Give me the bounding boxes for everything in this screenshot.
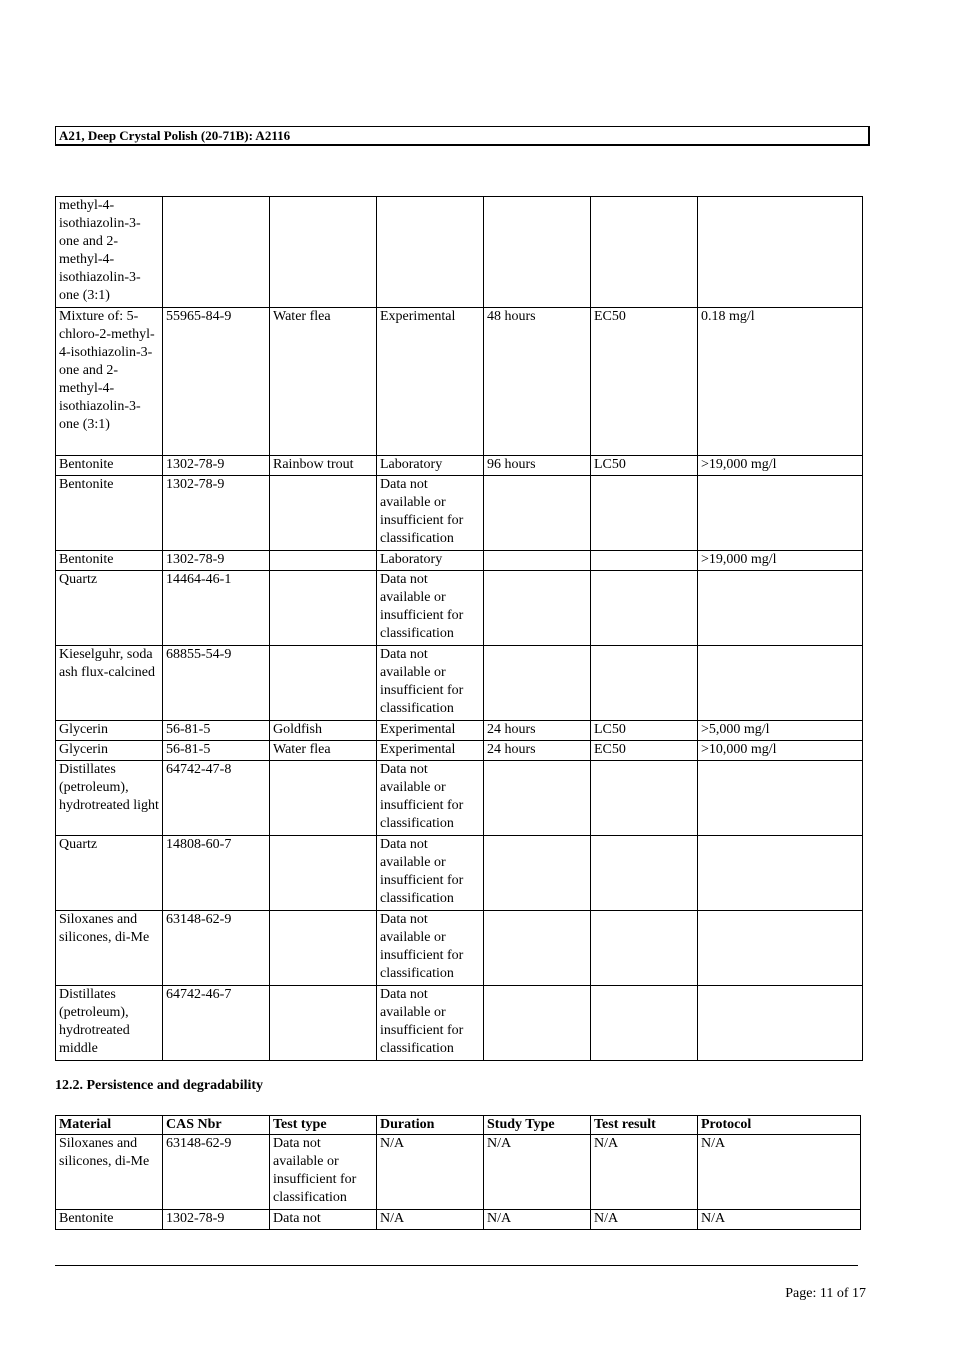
page-number: Page: 11 of 17	[785, 1286, 866, 1301]
column-header-cas: CAS Nbr	[163, 1116, 270, 1135]
cell-cas: 55965-84-9	[163, 308, 270, 456]
cell-exposure: 24 hours	[484, 741, 591, 761]
cell-exposure	[484, 646, 591, 721]
cell-organism: Water flea	[270, 741, 377, 761]
column-header-test-type: Test type	[270, 1116, 377, 1135]
column-header-duration: Duration	[377, 1116, 484, 1135]
cell-type: Data not available or insufficient for classification	[377, 571, 484, 646]
cell-protocol: N/A	[698, 1210, 861, 1230]
table-row	[56, 476, 863, 551]
table-row	[56, 1135, 861, 1210]
cell-test-result: N/A	[591, 1135, 698, 1210]
table-row	[56, 308, 863, 456]
table-row	[56, 1210, 861, 1230]
cell-organism	[270, 911, 377, 986]
cell-material: Bentonite	[56, 551, 163, 571]
cell-type: Experimental	[377, 741, 484, 761]
cell-organism	[270, 646, 377, 721]
cell-type: Data not available or insufficient for classification	[377, 986, 484, 1061]
ecotoxicity-table	[55, 196, 863, 1061]
table-header-row	[56, 1116, 861, 1135]
section-title-persistence: 12.2. Persistence and degradability	[55, 1078, 264, 1093]
cell-endpoint: LC50	[591, 456, 698, 476]
table-row	[56, 721, 863, 741]
cell-cas: 64742-47-8	[163, 761, 270, 836]
cell-test-type: Data not	[270, 1210, 377, 1230]
table-row	[56, 646, 863, 721]
cell-organism	[270, 551, 377, 571]
cell-exposure	[484, 197, 591, 308]
cell-cas: 14464-46-1	[163, 571, 270, 646]
cell-organism	[270, 836, 377, 911]
cell-cas: 14808-60-7	[163, 836, 270, 911]
cell-cas: 1302-78-9	[163, 551, 270, 571]
cell-result	[698, 197, 863, 308]
cell-cas: 56-81-5	[163, 721, 270, 741]
cell-test-type: Data not available or insufficient for classification	[270, 1135, 377, 1210]
cell-protocol: N/A	[698, 1135, 861, 1210]
cell-cas: 56-81-5	[163, 741, 270, 761]
cell-exposure: 24 hours	[484, 721, 591, 741]
table-row	[56, 456, 863, 476]
cell-type: Laboratory	[377, 456, 484, 476]
cell-material: Glycerin	[56, 741, 163, 761]
cell-cas: 64742-46-7	[163, 986, 270, 1061]
cell-organism: Rainbow trout	[270, 456, 377, 476]
cell-endpoint	[591, 551, 698, 571]
cell-material: Quartz	[56, 836, 163, 911]
cell-endpoint	[591, 911, 698, 986]
cell-exposure	[484, 761, 591, 836]
cell-cas: 63148-62-9	[163, 1135, 270, 1210]
footer-rule	[55, 1265, 858, 1266]
cell-exposure	[484, 836, 591, 911]
cell-material: Siloxanes and silicones, di-Me	[56, 1135, 163, 1210]
cell-organism: Water flea	[270, 308, 377, 456]
cell-endpoint	[591, 761, 698, 836]
cell-result: >19,000 mg/l	[698, 551, 863, 571]
cell-endpoint	[591, 986, 698, 1061]
table-row	[56, 761, 863, 836]
table-row	[56, 197, 863, 308]
cell-exposure	[484, 476, 591, 551]
cell-exposure	[484, 986, 591, 1061]
cell-material: Bentonite	[56, 456, 163, 476]
column-header-test-result: Test result	[591, 1116, 698, 1135]
table-row	[56, 911, 863, 986]
cell-organism	[270, 986, 377, 1061]
table-row	[56, 551, 863, 571]
cell-result	[698, 911, 863, 986]
cell-exposure	[484, 911, 591, 986]
cell-organism	[270, 476, 377, 551]
cell-material: Bentonite	[56, 476, 163, 551]
cell-type: Data not available or insufficient for classification	[377, 476, 484, 551]
cell-result	[698, 571, 863, 646]
cell-type: Data not available or insufficient for classification	[377, 836, 484, 911]
cell-type: Experimental	[377, 721, 484, 741]
cell-material: Kieselguhr, soda ash flux-calcined	[56, 646, 163, 721]
table-row	[56, 571, 863, 646]
cell-organism	[270, 761, 377, 836]
table-row	[56, 986, 863, 1061]
cell-exposure: 96 hours	[484, 456, 591, 476]
cell-result	[698, 646, 863, 721]
column-header-material: Material	[56, 1116, 163, 1135]
cell-result	[698, 761, 863, 836]
cell-endpoint	[591, 836, 698, 911]
cell-type	[377, 197, 484, 308]
cell-organism	[270, 571, 377, 646]
cell-cas: 63148-62-9	[163, 911, 270, 986]
cell-cas: 1302-78-9	[163, 1210, 270, 1230]
column-header-study-type: Study Type	[484, 1116, 591, 1135]
cell-result: >5,000 mg/l	[698, 721, 863, 741]
cell-duration: N/A	[377, 1135, 484, 1210]
cell-result: >19,000 mg/l	[698, 456, 863, 476]
cell-cas: 1302-78-9	[163, 476, 270, 551]
cell-cas	[163, 197, 270, 308]
persistence-table	[55, 1115, 861, 1230]
cell-study-type: N/A	[484, 1135, 591, 1210]
cell-exposure	[484, 571, 591, 646]
table-row	[56, 836, 863, 911]
cell-type: Experimental	[377, 308, 484, 456]
cell-exposure	[484, 551, 591, 571]
cell-material: Glycerin	[56, 721, 163, 741]
table-row	[56, 741, 863, 761]
document-header: A21, Deep Crystal Polish (20-71B): A2116	[55, 126, 870, 146]
cell-result: 0.18 mg/l	[698, 308, 863, 456]
column-header-protocol: Protocol	[698, 1116, 861, 1135]
cell-type: Data not available or insufficient for classification	[377, 646, 484, 721]
cell-result: >10,000 mg/l	[698, 741, 863, 761]
cell-endpoint	[591, 646, 698, 721]
cell-endpoint	[591, 197, 698, 308]
cell-duration: N/A	[377, 1210, 484, 1230]
cell-type: Data not available or insufficient for classification	[377, 911, 484, 986]
cell-test-result: N/A	[591, 1210, 698, 1230]
cell-endpoint: EC50	[591, 308, 698, 456]
cell-material: Bentonite	[56, 1210, 163, 1230]
cell-cas: 68855-54-9	[163, 646, 270, 721]
cell-material: Distillates (petroleum), hydrotreated light	[56, 761, 163, 836]
cell-endpoint	[591, 571, 698, 646]
cell-study-type: N/A	[484, 1210, 591, 1230]
cell-result	[698, 986, 863, 1061]
cell-material: Distillates (petroleum), hydrotreated middle	[56, 986, 163, 1061]
cell-result	[698, 476, 863, 551]
cell-material: Siloxanes and silicones, di-Me	[56, 911, 163, 986]
cell-endpoint: EC50	[591, 741, 698, 761]
cell-exposure: 48 hours	[484, 308, 591, 456]
cell-material: Quartz	[56, 571, 163, 646]
cell-endpoint: LC50	[591, 721, 698, 741]
cell-type: Data not available or insufficient for classification	[377, 761, 484, 836]
cell-organism	[270, 197, 377, 308]
cell-cas: 1302-78-9	[163, 456, 270, 476]
cell-endpoint	[591, 476, 698, 551]
cell-material: methyl-4-isothiazolin-3-one and 2-methyl-4-isothiazolin-3-one (3:1)	[56, 197, 163, 308]
cell-material: Mixture of: 5-chloro-2-methyl-4-isothiazolin-3-one and 2-methyl-4-isothiazolin-3-one (3:1)	[56, 308, 163, 456]
cell-result	[698, 836, 863, 911]
cell-type: Laboratory	[377, 551, 484, 571]
cell-organism: Goldfish	[270, 721, 377, 741]
